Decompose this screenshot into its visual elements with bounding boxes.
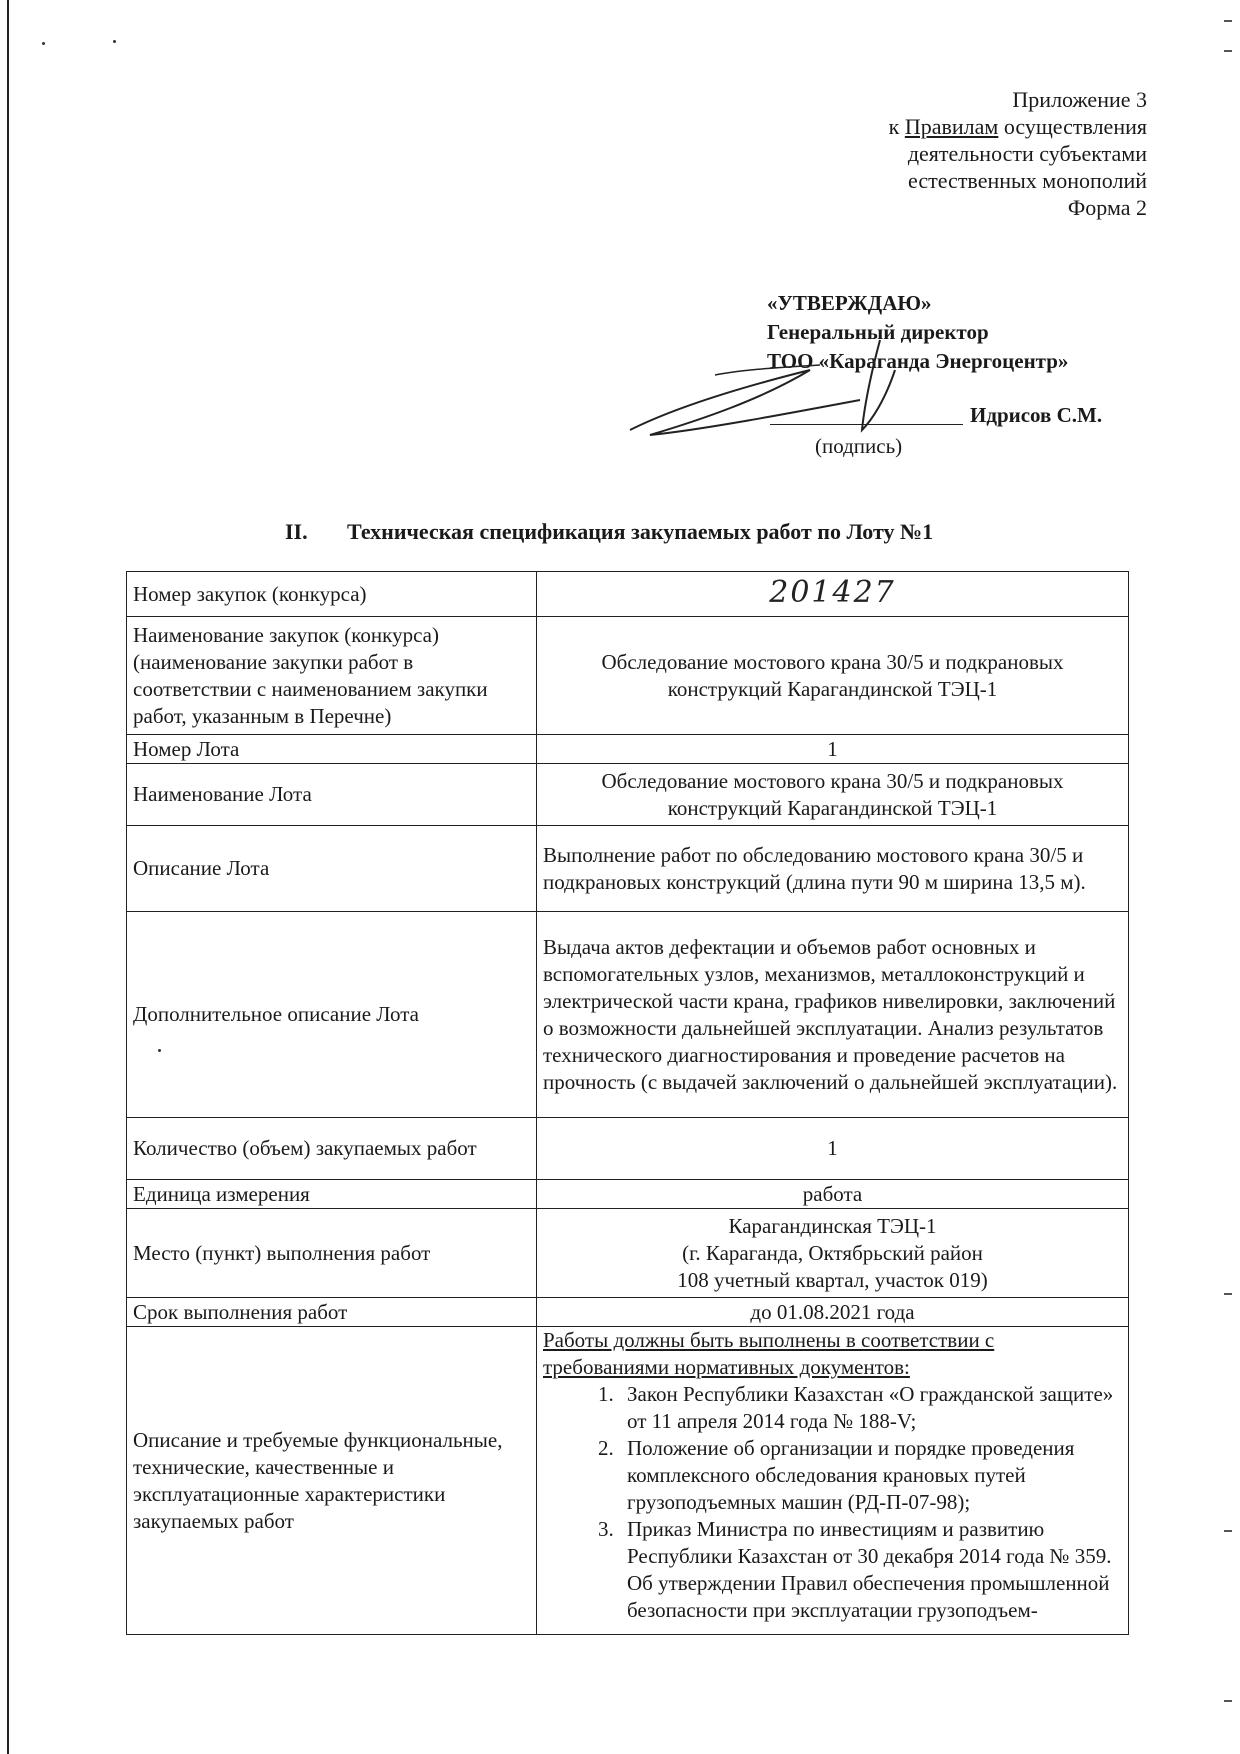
procurement-number-label: Номер закупок (конкурса) xyxy=(127,572,537,617)
lot-number-label: Номер Лота xyxy=(127,735,537,764)
appendix-line: Форма 2 xyxy=(1067,195,1147,220)
list-item: 3. Приказ Министра по инвестициям и развитию Республики Казахстан от 30 декабря 2014 года № 359. Об утверждении Правил обеспечения промышленной безопасности при эксплуатации грузоподъем- xyxy=(619,1516,1122,1624)
spec-table xyxy=(126,571,1129,1635)
appendix-line xyxy=(889,113,1147,140)
deadline-value: до 01.08.2021 года xyxy=(537,1298,1129,1327)
handwritten-number: 201427 xyxy=(769,575,896,610)
appendix-line: естественных монополий xyxy=(908,168,1147,193)
place-value xyxy=(537,1209,1129,1298)
scan-page-edge xyxy=(7,0,9,1754)
table-row xyxy=(127,572,1129,617)
quantity-label: Количество (объем) закупаемых работ xyxy=(127,1118,537,1180)
unit-value: работа xyxy=(537,1180,1129,1209)
requirements-label: Описание и требуемые функциональные, технические, качественные и эксплуатационные характеристики закупаемых работ xyxy=(127,1327,537,1635)
procurement-number-value xyxy=(537,572,1129,617)
table-row xyxy=(127,1327,1129,1635)
procurement-name-label: Наименование закупок (конкурса) (наименование закупки работ в соответствии с наименованием закупки работ, указанным в Перечне) xyxy=(127,617,537,735)
table-row xyxy=(127,912,1129,1118)
unit-label: Единица измерения xyxy=(127,1180,537,1209)
appendix-line: деятельности субъектами xyxy=(907,141,1147,166)
table-row xyxy=(127,1298,1129,1327)
approval-position: Генеральный директор xyxy=(767,320,989,344)
section-heading: Техническая спецификация закупаемых работ по Лоту №1 xyxy=(347,519,934,544)
handwritten-signature xyxy=(610,330,940,450)
scan-mark xyxy=(1224,1700,1232,1702)
scan-mark xyxy=(1224,20,1232,22)
procurement-name-value: Обследование мостового крана 30/5 и подкрановых конструкций Карагандинской ТЭЦ-1 xyxy=(537,617,1129,735)
appendix-suffix: осуществления xyxy=(998,114,1147,139)
table-row xyxy=(127,617,1129,735)
lot-name-label: Наименование Лота xyxy=(127,764,537,826)
section-number: II. xyxy=(285,519,308,544)
table-row xyxy=(127,826,1129,912)
table-row xyxy=(127,1209,1129,1298)
place-line: 108 учетный квартал, участок 019) xyxy=(677,1267,988,1292)
extra-desc-value: Выдача актов дефектации и объемов работ основных и вспомогательных узлов, механизмов, металлоконструкций и электрической части крана, графиков нивелировки, заключений о возможности дальнейшей эксплуатации. Анализ результатов технического диагностирования и проведение расчетов на прочность (с выдачей заключений о дальнейшей эксплуатации). xyxy=(537,912,1129,1118)
lot-number-value: 1 xyxy=(537,735,1129,764)
approval-stamp: «УТВЕРЖДАЮ» xyxy=(767,291,932,315)
requirements-value xyxy=(537,1327,1129,1635)
lot-desc-value: Выполнение работ по обследованию мостового крана 30/5 и подкрановых конструкций (длина пути 90 м ширина 13,5 м). xyxy=(537,826,1129,912)
lot-name-value: Обследование мостового крана 30/5 и подкрановых конструкций Карагандинской ТЭЦ-1 xyxy=(537,764,1129,826)
place-line: Карагандинская ТЭЦ-1 xyxy=(728,1213,937,1238)
scan-mark xyxy=(1224,1293,1232,1295)
scan-mark xyxy=(1224,50,1232,52)
appendix-prefix: к xyxy=(888,114,905,139)
requirements-intro: Работы должны быть выполнены в соответствии с требованиями нормативных документов: xyxy=(543,1328,995,1379)
list-item: 1. Закон Республики Казахстан «О гражданской защите» от 11 апреля 2014 года № 188-V; xyxy=(619,1381,1122,1435)
appendix-header xyxy=(889,86,1147,221)
table-row xyxy=(127,735,1129,764)
scan-speck xyxy=(42,42,45,45)
deadline-label: Срок выполнения работ xyxy=(127,1298,537,1327)
scan-mark xyxy=(1224,1530,1232,1532)
extra-desc-label: Дополнительное описание Лота xyxy=(127,912,537,1118)
table-row xyxy=(127,1118,1129,1180)
list-item: 2. Положение об организации и порядке проведения комплексного обследования крановых путей грузоподъемных машин (РД-П-07-98); xyxy=(619,1435,1122,1516)
signature-caption: (подпись) xyxy=(815,434,903,458)
signature-line xyxy=(770,424,963,425)
scan-speck xyxy=(113,40,116,43)
lot-desc-label: Описание Лота xyxy=(127,826,537,912)
table-row xyxy=(127,764,1129,826)
table-row xyxy=(127,1180,1129,1209)
section-title xyxy=(285,519,933,545)
rules-link[interactable]: Правилам xyxy=(904,114,999,139)
place-label: Место (пункт) выполнения работ xyxy=(127,1209,537,1298)
appendix-line: Приложение 3 xyxy=(1012,87,1147,112)
place-line: (г. Караганда, Октябрьский район xyxy=(682,1240,983,1265)
requirements-list xyxy=(543,1381,1122,1624)
signer-name: Идрисов С.М. xyxy=(970,403,1103,427)
approval-organization: ТОО «Караганда Энергоцентр» xyxy=(767,349,1069,373)
quantity-value: 1 xyxy=(537,1118,1129,1180)
